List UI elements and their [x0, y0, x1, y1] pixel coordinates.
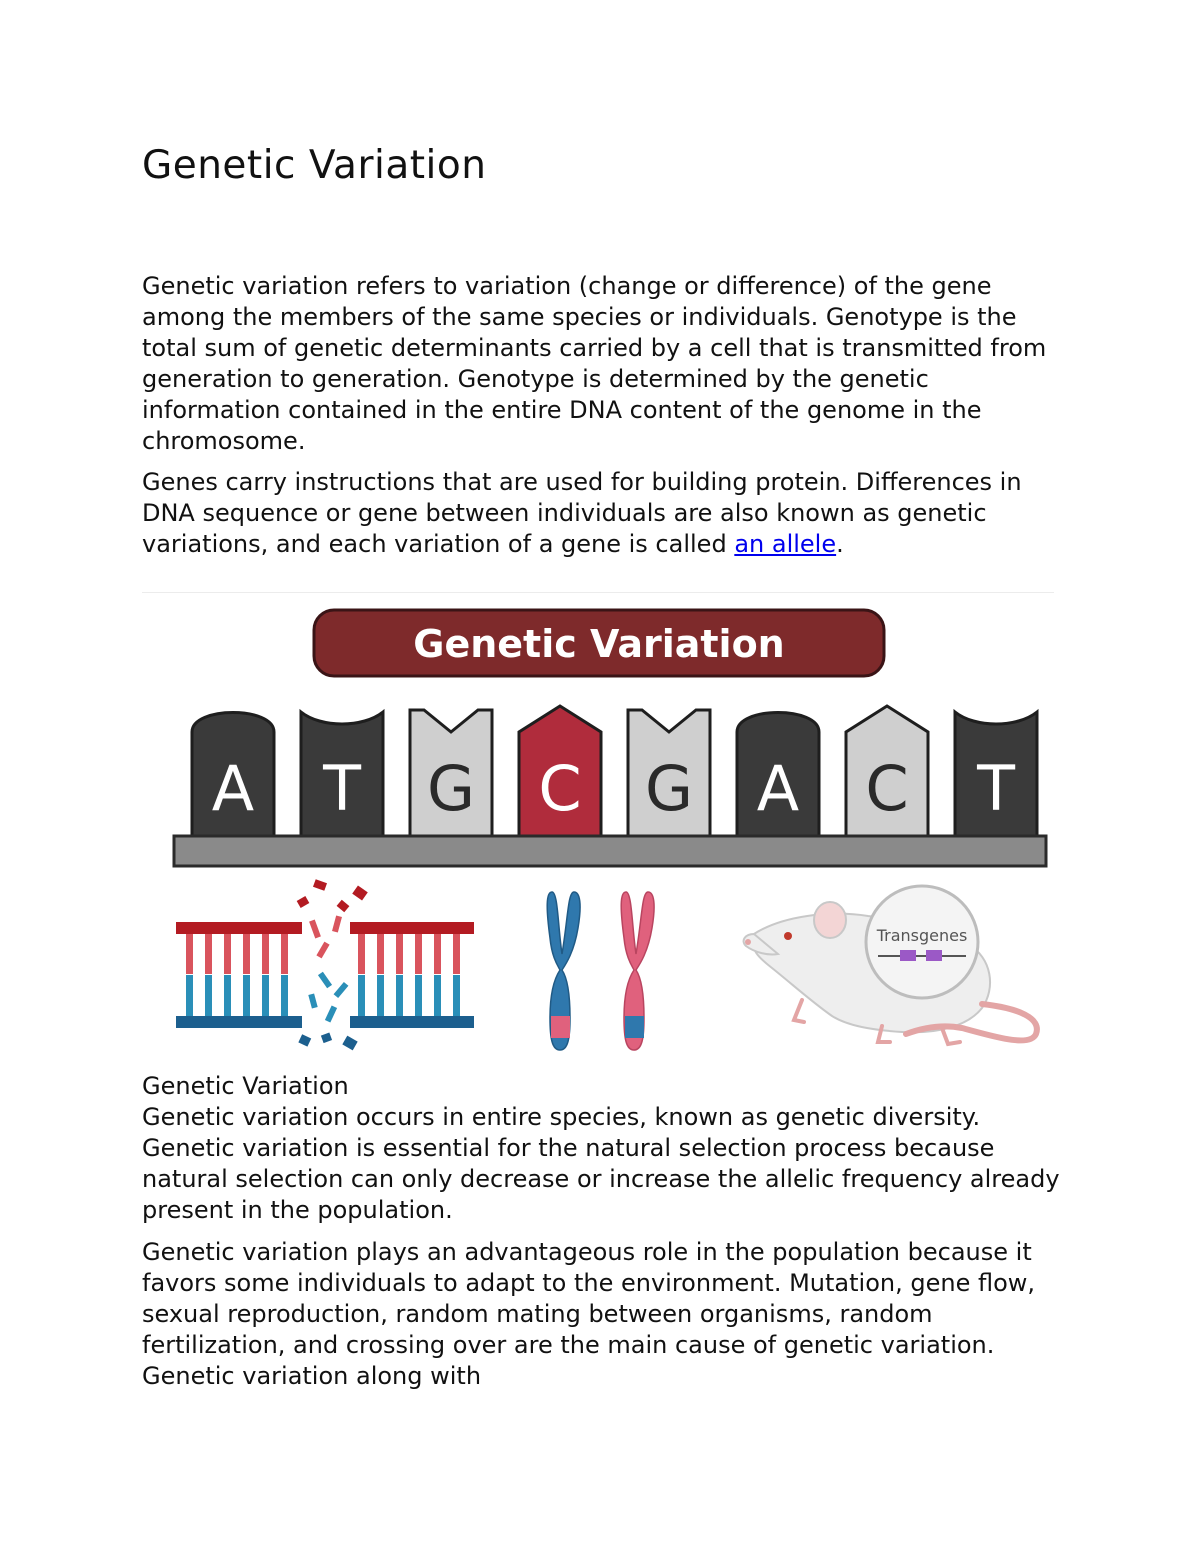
nucleotide-letter: G: [644, 752, 694, 825]
paragraph-causes-of-variation: Genetic variation plays an advantageous role in the population because it favors some individuals to adapt to the environment. Mutation, gene flow, sexual reproduction, random mating between organisms, random fertilization, and crossing over are the main cause of genetic variation. Genetic variation along with: [142, 1238, 1036, 1390]
paragraph-text: Genes carry instructions that are used for building protein. Differences in DNA sequence or gene between individuals are also known as genetic variations, and each variation of a gene is called: [142, 468, 1022, 558]
nucleotide-letter: C: [538, 752, 582, 825]
sequence-backbone: [174, 836, 1046, 866]
page-title: Genetic Variation: [142, 143, 487, 188]
paragraph-genetic-diversity: Genetic variation occurs in entire species, known as genetic diversity. Genetic variation is essential for the natural selection process because natural selection can only decrease or increase the allelic frequency already present in the population.: [142, 1103, 1060, 1224]
allele-link[interactable]: an allele: [734, 530, 837, 558]
transgenic-mouse-icon: [744, 886, 1037, 1044]
figure-caption: Genetic Variation: [142, 1072, 349, 1100]
paragraph-genes-and-alleles: [142, 467, 1062, 560]
figure-divider: [142, 592, 1054, 593]
transgenes-label: Transgenes: [876, 926, 968, 945]
paragraph-genetic-variation-definition: Genetic variation refers to variation (change or difference) of the gene among the members of the same species or individuals. Genotype is the total sum of genetic determinants carried by a cell that is transmitted from generation to generation. Genotype is determined by the genetic information contained in the entire DNA content of the genome in the chromosome.: [142, 272, 1047, 455]
chromosomes-icon: [547, 892, 654, 1050]
nucleotide-letter: A: [756, 752, 800, 825]
nucleotide-letter: G: [426, 752, 476, 825]
nucleotide-letter: A: [211, 752, 255, 825]
nucleotide-letter: T: [323, 752, 361, 825]
figure-banner: [314, 610, 884, 676]
nucleotide-sequence: [192, 706, 1037, 836]
genetic-variation-illustration: [142, 598, 1062, 1064]
paragraph-text-end: .: [836, 530, 844, 558]
banner-title: Genetic Variation: [413, 622, 785, 666]
genetic-variation-figure: [142, 598, 1062, 1064]
dna-break-icon: [176, 879, 474, 1050]
nucleotide-letter: C: [865, 752, 909, 825]
nucleotide-letter: T: [977, 752, 1015, 825]
